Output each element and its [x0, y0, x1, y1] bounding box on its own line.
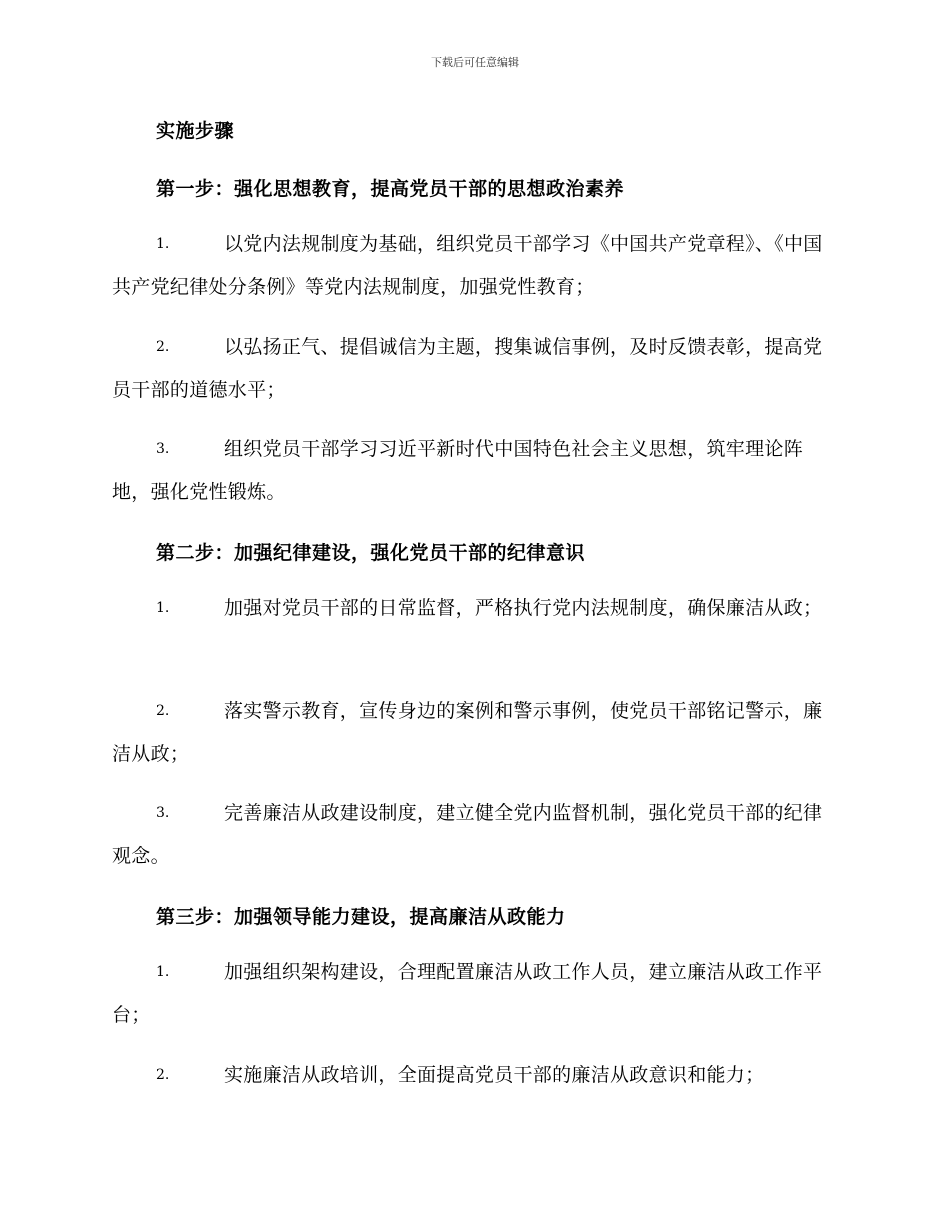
list-item-text: 以弘扬正气、提倡诚信为主题，搜集诚信事例，及时反馈表彰，提高党员干部的道德水平；	[112, 336, 823, 401]
list-item-number: 3.	[156, 441, 170, 457]
list-item-number: 2.	[156, 339, 170, 355]
list-item-number: 3.	[156, 805, 170, 821]
page-header: 下载后可任意编辑	[431, 56, 519, 69]
section-heading-2: 第二步：加强纪律建设，强化党员干部的纪律意识	[156, 542, 586, 564]
list-item	[112, 951, 834, 1037]
list-item-text: 完善廉洁从政建设制度，建立健全党内监督机制，强化党员干部的纪律观念。	[112, 802, 823, 867]
list-item-text: 落实警示教育，宣传身边的案例和警示事例，使党员干部铭记警示，廉洁从政；	[112, 700, 823, 765]
list-item-number: 1.	[156, 964, 170, 980]
list-item	[112, 428, 834, 514]
section-heading-1: 第一步：强化思想教育，提高党员干部的思想政治素养	[156, 178, 625, 200]
list-item-text: 实施廉洁从政培训，全面提高党员干部的廉洁从政意识和能力；	[224, 1064, 765, 1086]
list-item-number: 2.	[156, 1067, 170, 1083]
list-item-text: 以党内法规制度为基础，组织党员干部学习《中国共产党章程》、《中国共产党纪律处分条例》等党内法规制度，加强党性教育；	[112, 233, 823, 298]
list-item	[112, 326, 834, 412]
list-item-text: 加强组织架构建设，合理配置廉洁从政工作人员，建立廉洁从政工作平台；	[112, 961, 823, 1026]
list-item-number: 1.	[156, 600, 170, 616]
list-item-text: 加强对党员干部的日常监督，严格执行党内法规制度，确保廉洁从政；	[224, 597, 823, 619]
list-item	[112, 792, 834, 878]
list-item	[112, 223, 834, 309]
section-heading-3: 第三步：加强领导能力建设，提高廉洁从政能力	[156, 906, 566, 928]
list-item	[112, 587, 834, 630]
list-item-text: 组织党员干部学习习近平新时代中国特色社会主义思想，筑牢理论阵地，强化党性锻炼。	[112, 438, 804, 503]
list-item-number: 1.	[156, 236, 170, 252]
document-title: 实施步骤	[156, 120, 235, 142]
list-item	[112, 690, 834, 776]
list-item	[112, 1054, 834, 1097]
list-item-number: 2.	[156, 703, 170, 719]
